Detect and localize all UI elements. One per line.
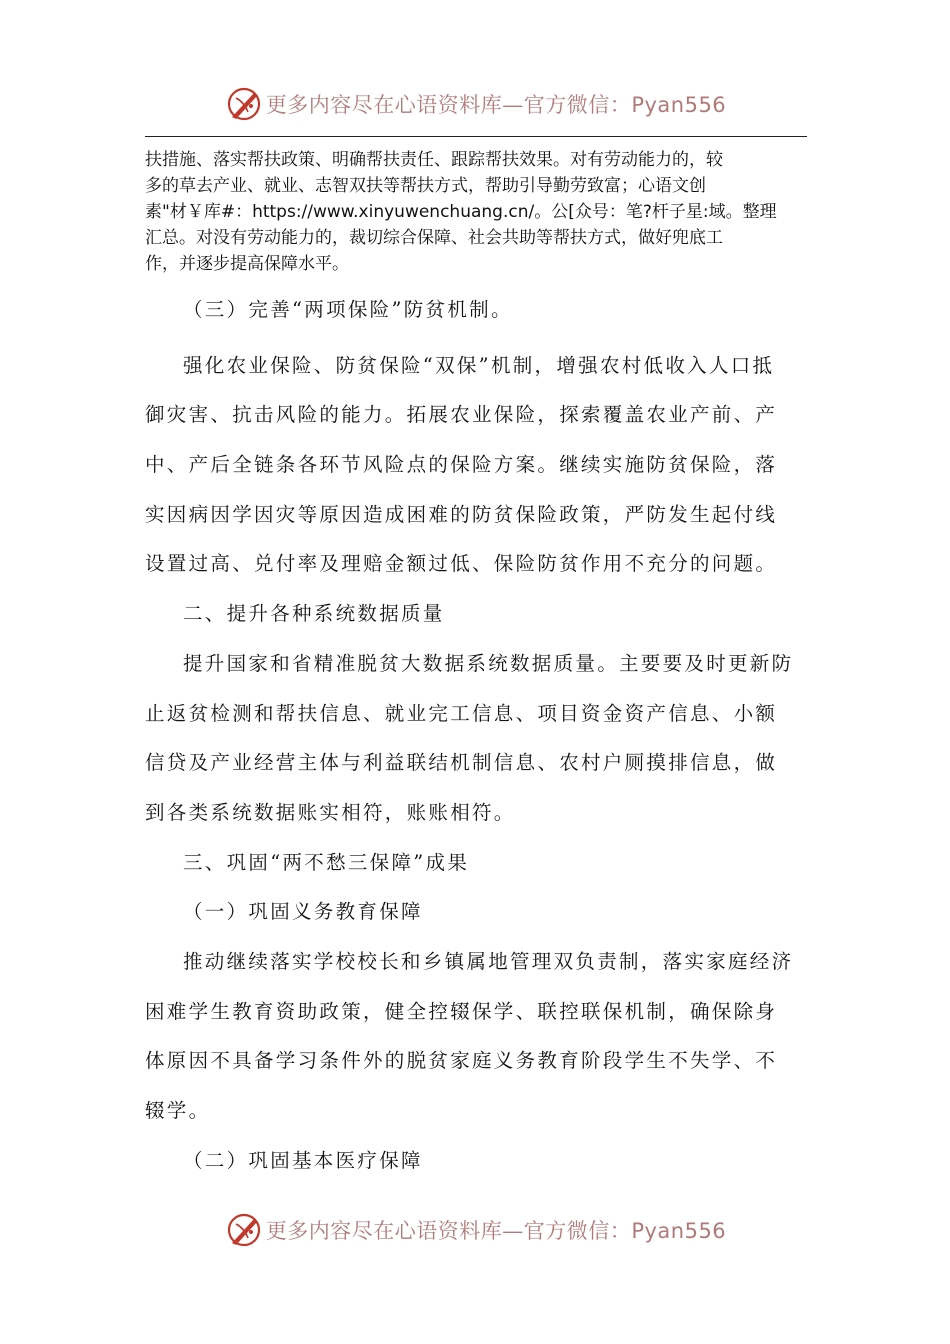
paragraph-line: 提升国家和省精准脱贫大数据系统数据质量。主要要及时更新防: [183, 651, 794, 675]
section-heading-consolidate: 三、巩固“两不愁三保障”成果: [183, 850, 470, 874]
header-banner: [0, 80, 950, 128]
top-paragraph: [145, 147, 805, 277]
top-line: 作，并逐步提高保障水平。: [145, 254, 349, 274]
footer-banner: [0, 1206, 950, 1254]
paragraph-line: 强化农业保险、防贫保险“双保”机制，增强农村低收入人口抵: [183, 353, 775, 377]
header-banner-text: 更多内容尽在心语资料库—官方微信：Pyan556: [265, 93, 727, 117]
paragraph-line: 实因病因学因灾等原因造成困难的防贫保险政策，严防发生起付线: [145, 502, 778, 526]
paragraph-line: 困难学生教育资助政策，健全控辍保学、联控联保机制，确保除身: [145, 999, 778, 1023]
paragraph-line: 推动继续落实学校校长和乡镇属地管理双负责制，落实家庭经济: [183, 949, 794, 973]
subsection-heading-medical: （二）巩固基本医疗保障: [183, 1148, 423, 1172]
paragraph-line: 御灾害、抗击风险的能力。拓展农业保险，探索覆盖农业产前、产: [145, 403, 778, 427]
top-line: 多的草去产业、就业、志智双扶等帮扶方式，帮助引导勤劳致富；心语文创: [145, 176, 706, 196]
paragraph-line: 到各类系统数据账实相符，账账相符。: [145, 800, 516, 824]
top-line: 扶措施、落实帮扶政策、明确帮扶责任、跟踪帮扶效果。对有劳动能力的，较: [145, 150, 723, 170]
header-divider: [145, 136, 807, 137]
paragraph-line: 止返贫检测和帮扶信息、就业完工信息、项目资金资产信息、小额: [145, 701, 778, 725]
section-heading-insurance: （三）完善“两项保险”防贫机制。: [183, 298, 513, 321]
section-heading-data-quality: 二、提升各种系统数据质量: [183, 602, 445, 626]
top-line: 汇总。对没有劳动能力的，裁切综合保障、社会共助等帮扶方式，做好兜底工: [145, 228, 723, 248]
pen-logo-icon: [224, 1210, 264, 1250]
document-body: [145, 285, 807, 1185]
pen-logo-icon: [224, 84, 264, 124]
paragraph-line: 体原因不具备学习条件外的脱贫家庭义务教育阶段学生不失学、不: [145, 1049, 778, 1073]
paragraph-line: 中、产后全链条各环节风险点的保险方案。继续实施防贫保险，落: [145, 453, 778, 477]
subsection-heading-education: （一）巩固义务教育保障: [183, 900, 423, 924]
footer-banner-text: 更多内容尽在心语资料库—官方微信：Pyan556: [265, 1219, 727, 1243]
paragraph-line: 信贷及产业经营主体与利益联结机制信息、农村户厕摸排信息，做: [145, 751, 778, 775]
paragraph-line: 辍学。: [145, 1099, 211, 1122]
top-line: 素"材￥库#：https://www.xinyuwenchuang.cn/。公[众号：笔?杆子星:域。整理: [145, 202, 777, 222]
paragraph-line: 设置过高、兑付率及理赔金额过低、保险防贫作用不充分的问题。: [145, 552, 778, 576]
